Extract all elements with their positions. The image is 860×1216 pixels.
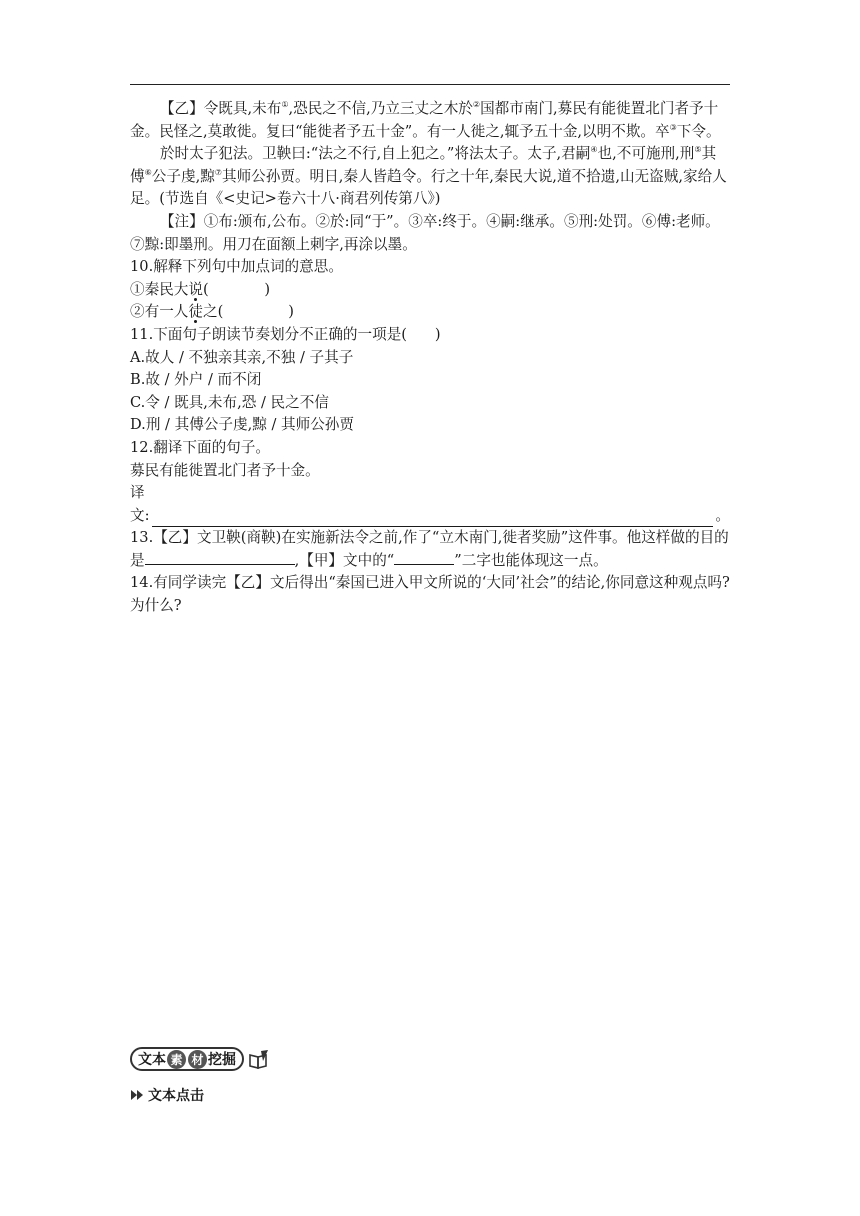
text-span: 【乙】令既具,未布 [159,100,282,117]
translation-answer-line[interactable] [152,510,714,527]
text-span: 也,不可施刑,刑 [597,145,695,163]
text-span: ”二字也能体现这一点。 [454,551,608,569]
translation-label: 译 [130,484,145,502]
answer-blank[interactable]: ( ) [203,280,271,298]
question-11-stem: 11.下面句子朗读节奏划分不正确的一项是( ) [130,325,441,343]
text-span: 13.【乙】文卫鞅(商鞅)在实施新法令之前,作了“立木南门,徙者奖励”这件事。他这样做的目的是 [130,529,729,569]
text-span: ,恐民之不信,乃立三丈之木於 [288,100,473,117]
question-10-stem: 10.解释下列句中加点词的意思。 [130,258,343,276]
text-span: 国都市南门,募民有能徙置北门者予十金。民怪之,莫敢徙。复曰“能徙者予五十金”。有一人徙之,辄予五十金,以明不欺。卒 [130,100,719,140]
option-a: A.故人 / 不独亲其亲,不独 / 子其子 [130,348,354,366]
double-arrow-icon [130,1089,146,1101]
text-span: ①秦民大 [130,280,189,298]
text-span: ,【甲】文中的“ [294,551,395,569]
option-c: C.令 / 既具,未布,恐 / 民之不信 [130,393,329,411]
question-10-item-2 [130,301,730,324]
translation-answer-row [130,505,730,528]
two-char-answer-blank[interactable] [394,550,454,565]
text-span: 於时太子犯法。卫鞅曰:“法之不行,自上犯之。”将法太子。太子,君嗣 [159,145,591,163]
purpose-answer-blank[interactable] [145,550,295,565]
option-b: B.故 / 外户 / 而不闭 [130,371,262,389]
text-span: 公子虔,黥 [151,167,215,185]
footnote-marker: ③ [669,122,677,132]
footnote-marker: ⑦ [214,167,222,177]
question-12-sentence: 募民有能徙置北门者予十金。 [130,461,320,479]
footnote-marker: ⑤ [694,145,702,155]
book-icon [248,1049,272,1069]
footnote-marker: ② [472,100,481,110]
annotation-note: 【注】①布:颁布,公布。②於:同“于”。③卒:终于。④嗣:继承。⑤刑:处罚。⑥傅:老师。⑦黥:即墨刑。用刀在面额上刺字,再涂以墨。 [130,212,720,253]
badge-circle-char: 材 [188,1050,207,1069]
section-badge [130,1047,272,1071]
question-10-item-1 [130,279,730,302]
badge-circle-char: 素 [167,1050,186,1069]
passage-paragraph-2 [130,143,730,211]
footnote-marker: ① [281,100,289,110]
document-body [130,98,730,618]
subheading [130,1085,204,1105]
question-12-stem: 12.翻译下面的句子。 [130,438,270,456]
text-span: 其傅 [130,145,717,185]
question-14: 14.有同学读完【乙】文后得出“秦国已进入甲文所说的‘大同’社会”的结论,你同意这种观点吗?为什么? [130,574,730,615]
footnote-marker: ④ [590,145,598,155]
dotted-word: 说 [188,280,203,298]
header-rule [130,84,730,85]
dotted-word: 徒 [188,303,203,321]
option-d: D.刑 / 其傅公子虔,黥 / 其师公孙贾 [130,416,354,434]
badge-text: 文本 [138,1052,166,1068]
footnote-marker: ⑥ [144,167,152,177]
text-span: ②有一人 [130,303,189,321]
translation-label: 文: [130,506,150,524]
answer-blank[interactable]: 之( ) [203,303,294,321]
badge-text: 挖掘 [208,1052,236,1068]
section-badge-box [130,1047,244,1071]
subheading-text: 文本点击 [148,1088,204,1104]
question-13 [130,527,730,572]
text-span: 其师公孙贾。明日,秦人皆趋令。行之十年,秦民大说,道不拾遗,山无盗贼,家给人足。(节选自《<史记>卷六十八·商君列传第八》) [130,167,727,208]
text-span: 下令。 [676,122,721,140]
period-mark: 。 [715,506,730,524]
passage-paragraph-1 [130,98,730,143]
